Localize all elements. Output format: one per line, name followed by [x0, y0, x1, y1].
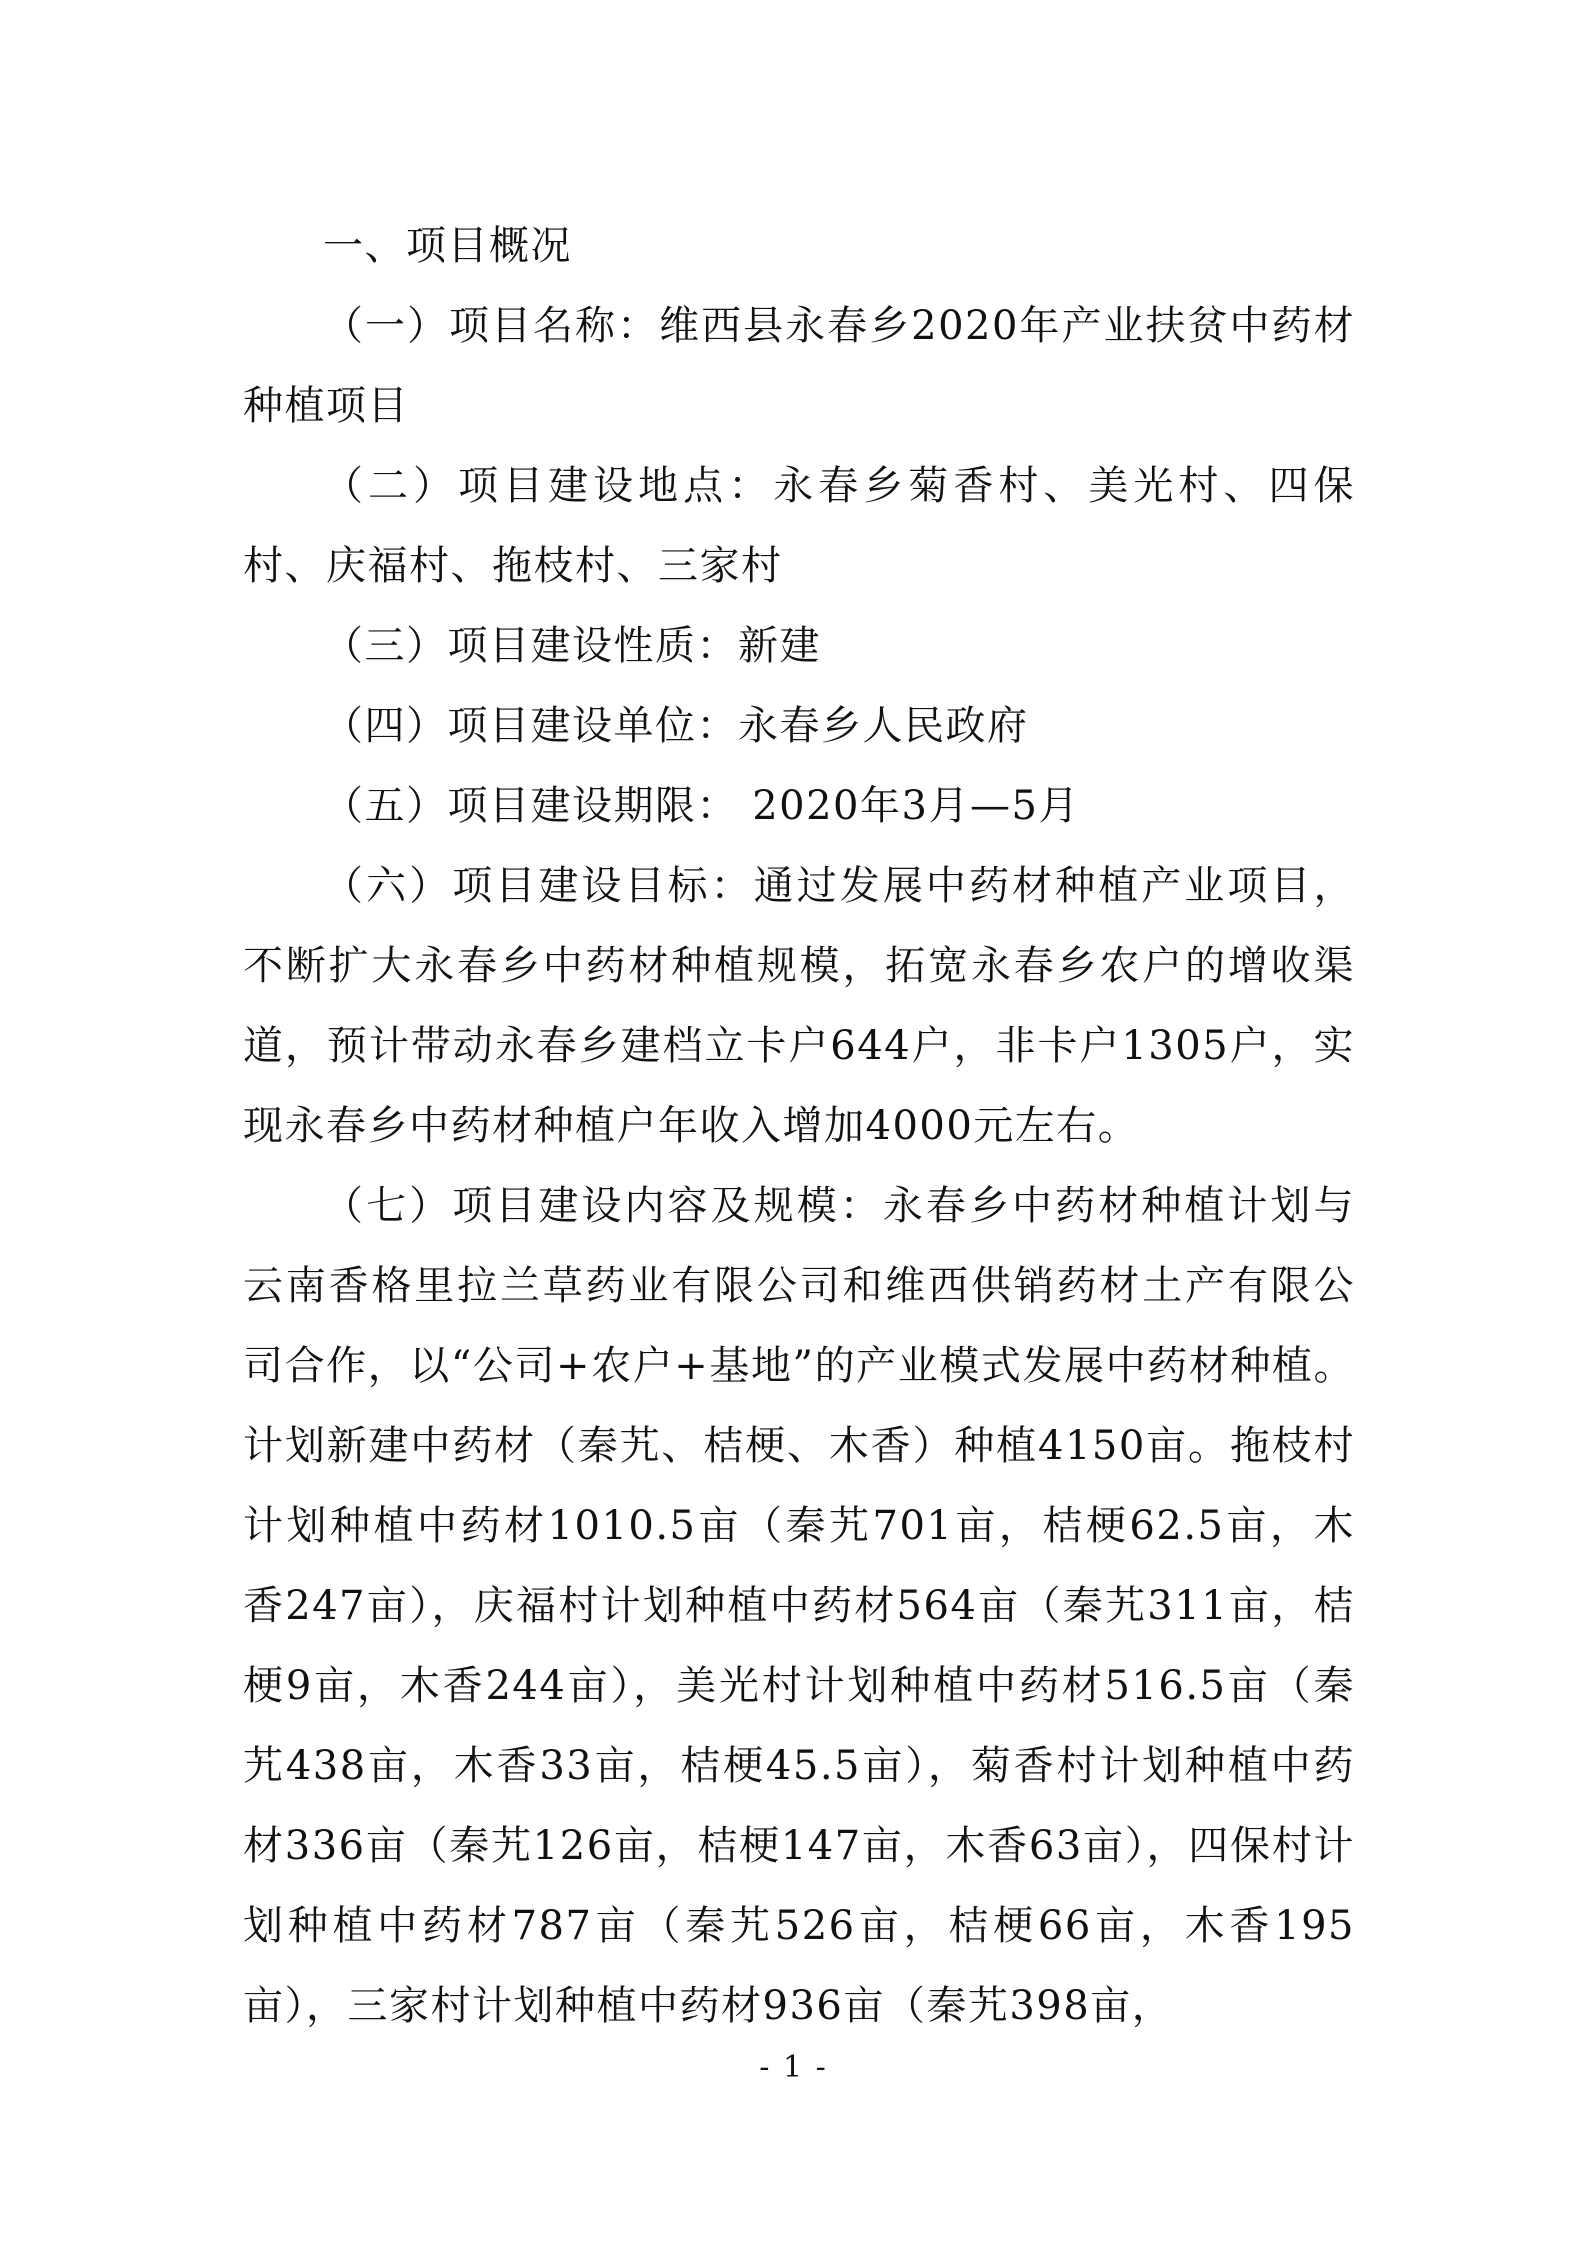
- project-unit-paragraph: （四）项目建设单位：永春乡人民政府: [323, 703, 1029, 749]
- project-content-paragraph: （七）项目建设内容及规模：永春乡中药材种植计划与云南香格里拉兰草药业有限公司和维西供销药材土产有限公司合作，以“公司+农户+基地”的产业模式发展中药材种植。计划新建中药材（秦艽、桔梗、木香）种植4150亩。拖枝村计划种植中药材1010.5亩（秦艽701亩，桔梗62.5亩，木香247亩），庆福村计划种植中药材564亩（秦艽311亩，桔梗9亩，木香244亩），美光村计划种植中药材516.5亩（秦艽438亩，木香33亩，桔梗45.5亩），菊香村计划种植中药材336亩（秦艽126亩，桔梗147亩，木香63亩），四保村计划种植中药材787亩（秦艽526亩，桔梗66亩，木香195亩），三家村计划种植中药材936亩（秦艽398亩，: [243, 1183, 1355, 2029]
- section-heading: 一、项目概况: [323, 223, 572, 269]
- project-nature-paragraph: （三）项目建设性质：新建: [323, 623, 821, 669]
- document-body: [243, 206, 1355, 2046]
- page-number: - 1 -: [759, 2050, 828, 2085]
- project-period-paragraph: （五）项目建设期限： 2020年3月—5月: [323, 783, 1080, 829]
- project-name-paragraph: （一）项目名称：维西县永春乡2020年产业扶贫中药材种植项目: [243, 303, 1355, 429]
- project-goal-paragraph: （六）项目建设目标：通过发展中药材种植产业项目，不断扩大永春乡中药材种植规模，拓宽永春乡农户的增收渠道，预计带动永春乡建档立卡户644户，非卡户1305户，实现永春乡中药材种植户年收入增加4000元左右。: [243, 863, 1355, 1149]
- project-location-paragraph: （二）项目建设地点：永春乡菊香村、美光村、四保村、庆福村、拖枝村、三家村: [243, 463, 1355, 589]
